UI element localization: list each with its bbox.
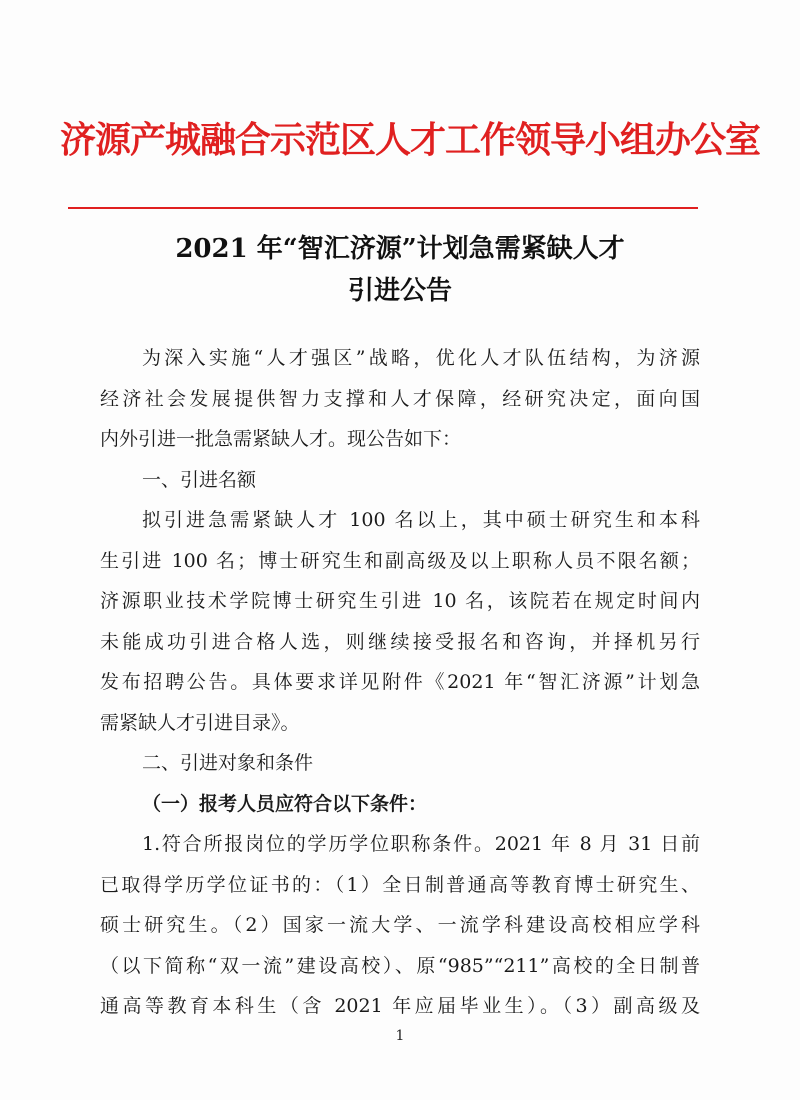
section2-line: 硕士研究生。（2）国家一流大学、一流学科建设高校相应学科 — [100, 914, 700, 936]
section-heading-quota: 一、引进名额 — [142, 468, 257, 491]
section1-line: 济源职业技术学院博士研究生引进 10 名，该院若在规定时间内 — [100, 590, 700, 612]
document-title-line-1: 2021 年“智汇济源”计划急需紧缺人才 — [175, 234, 625, 264]
section1-line: 发布招聘公告。具体要求详见附件《2021 年“智汇济源”计划急 — [100, 671, 700, 693]
section1-line: 需紧缺人才引进目录》。 — [100, 711, 300, 734]
page-number: 1 — [395, 1028, 405, 1044]
document-title-line-2: 引进公告 — [347, 276, 452, 306]
section1-line: 生引进 100 名；博士研究生和副高级及以上职称人员不限名额； — [100, 549, 700, 572]
section2-line: 1.符合所报岗位的学历学位职称条件。2021 年 8 月 31 日前 — [142, 833, 700, 855]
section2-line: 通高等教育本科生（含 2021 年应届毕业生）。（3）副高级及 — [100, 995, 700, 1017]
section-heading-targets: 二、引进对象和条件 — [142, 752, 314, 774]
document-body — [100, 338, 700, 1027]
section2-line: （以下简称“双一流”建设高校）、原“985”“211”高校的全日制普 — [100, 954, 700, 977]
subsection-heading-conditions: （一）报考人员应符合以下条件： — [142, 792, 428, 815]
section2-line: 已取得学历学位证书的：（1）全日制普通高等教育博士研究生、 — [100, 873, 700, 896]
intro-line: 内外引进一批急需紧缺人才。现公告如下： — [100, 428, 462, 450]
section1-line: 拟引进急需紧缺人才 100 名以上，其中硕士研究生和本科 — [142, 509, 700, 531]
intro-line: 为深入实施“人才强区”战略，优化人才队伍结构，为济源 — [142, 347, 700, 369]
intro-line: 经济社会发展提供智力支撑和人才保障，经研究决定，面向国 — [100, 387, 700, 410]
section1-line: 未能成功引进合格人选，则继续接受报名和咨询，并择机另行 — [100, 630, 700, 653]
red-header-rule — [68, 207, 698, 209]
issuing-office-header: 济源产城融合示范区人才工作领导小组办公室 — [60, 119, 761, 161]
